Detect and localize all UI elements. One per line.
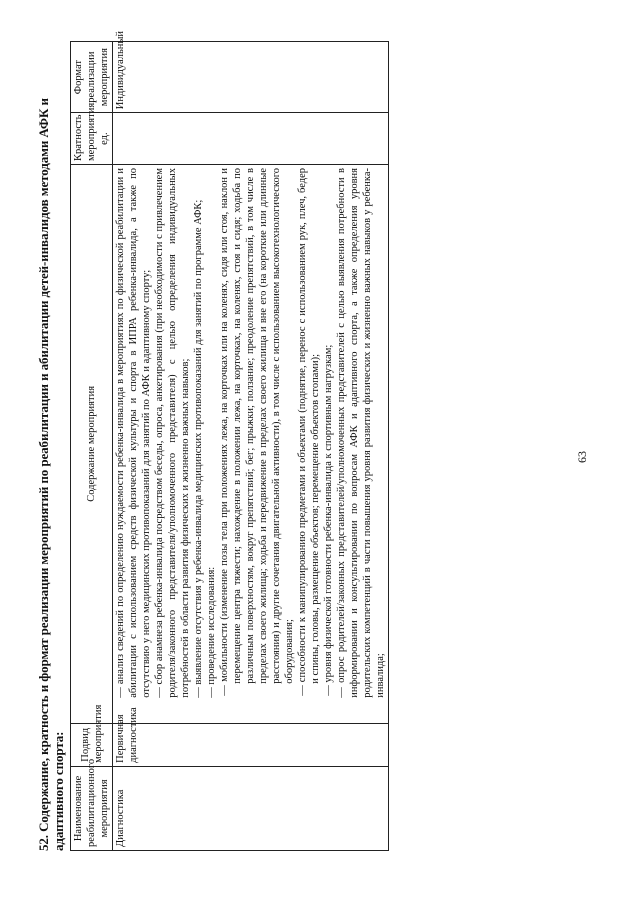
header-name: Наименование реабилитационного мероприятия <box>71 766 113 850</box>
cell-content <box>113 165 389 724</box>
header-frequency: Кратность мероприятия, ед. <box>71 113 113 165</box>
cell-frequency <box>113 113 389 165</box>
content-item: — опрос родителей/законных представителей/уполномоченных представителей с целью выявления потребности в информировании и консультировании по вопросам АФК и адаптивного спорта, а также определения уровня родительских компетенций в части повышения уровня развития физических и жизненно важных навыков у ребенка-инвалида; <box>335 168 387 720</box>
table-row <box>113 42 389 851</box>
table-header-row <box>71 42 113 851</box>
header-subtype: Подвид мероприятия <box>71 723 113 766</box>
content-item: — проведение исследования: <box>205 168 218 720</box>
content-item: — выявление отсутствия у ребенка-инвалида медицинских противопоказаний для занятий по программе АФК; <box>192 168 205 720</box>
section-heading: 52. Содержание, кратность и формат реализации мероприятий по реабилитации и абилитации детей-инвалидов методами АФК и адаптивного спорта: <box>36 98 66 851</box>
content-item: — анализ сведений по определению нуждаемости ребенка-инвалида в мероприятиях по физической реабилитации и абилитации с использованием средств физической культуры и спорта в ИПРА ребенка-инвалида, а также по отсутствию у него медицинских противопоказаний для занятий по АФК и адаптивному спорту; <box>114 168 153 720</box>
measures-table <box>70 30 389 851</box>
header-format: Формат реализации мероприятия <box>71 42 113 113</box>
cell-subtype: Первичная диагностика <box>113 723 389 766</box>
content-subitem: — способности к манипулированию предметами и объектами (поднятие, перенос с использованием рук, плеч, бедер и спины, головы, размещение объектов; перемещение объектов стопами); <box>296 168 322 720</box>
page-number: 63 <box>575 451 589 463</box>
content-subitem: — уровня физической готовности ребенка-инвалида к спортивным нагрузкам; <box>322 168 335 720</box>
content-item: — сбор анамнеза ребенка-инвалида посредством беседы, опроса, анкетирования (при необходимости с привлечением родителя/законного представителя/уполномоченного представителя) с целью определения индивидуальных потребностей в области развития физических и жизненно важных навыков; <box>153 168 192 720</box>
header-content: Содержание мероприятия <box>71 165 113 724</box>
cell-format: Индивидуальный <box>113 42 389 113</box>
content-subitem: — мобильности (изменение позы тела при положениях лежа, на корточках или на коленях, сидя или стоя, наклон и перемещение центра тяжести; нахождение в положении лежа, на корточках, на коленях, стоя и сидя; ходьба по различным поверхностям, вокруг препятствий; бег; прыжки; ползание; преодоление препятствий, в том числе в пределах своего жилища; ходьба и передвижение в пределах своего жилища и вне его (на короткие или длинные расстояния) и другие сочетания двигательной активности), в том числе с использованием высокотехнологического оборудования; <box>218 168 296 720</box>
cell-name: Диагностика <box>113 766 389 850</box>
